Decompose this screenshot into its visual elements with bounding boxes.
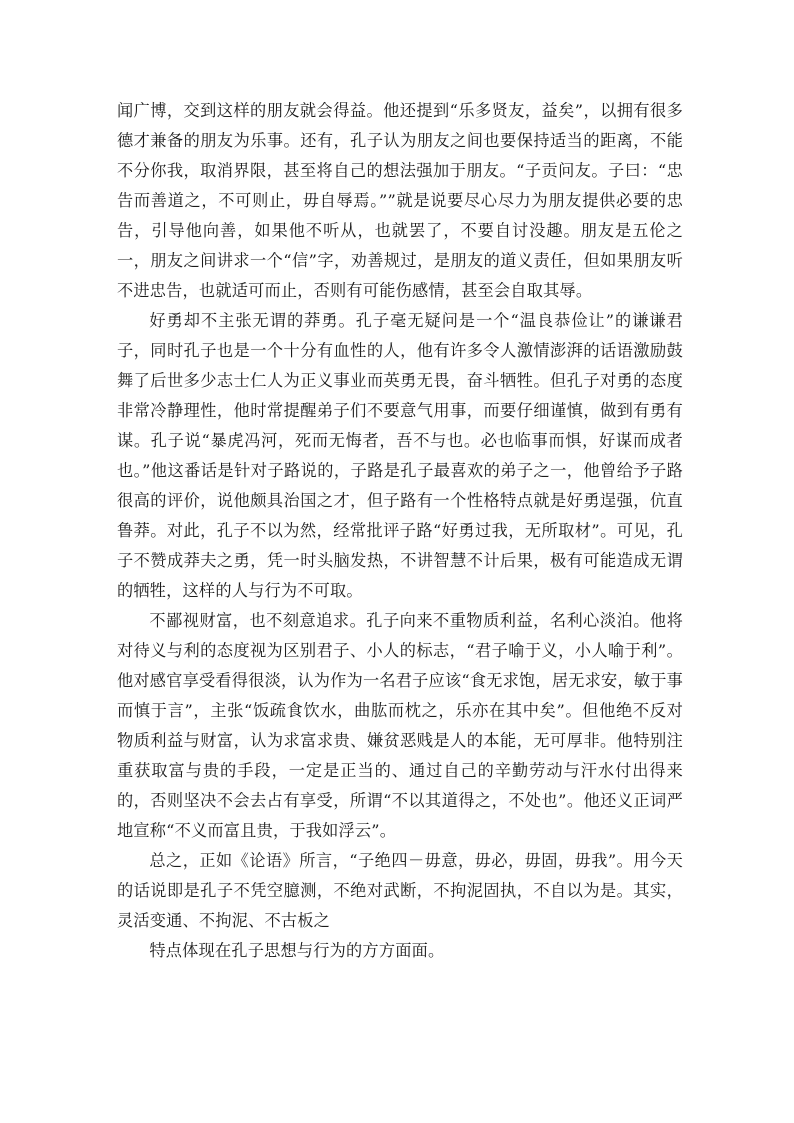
paragraph-conclusion-tail: 特点体现在孔子思想与行为的方方面面。 <box>149 941 445 960</box>
paragraph-wealth: 不鄙视财富，也不刻意追求。孔子向来不重物质利益，名利心淡泊。他将对待义与利的态度视为区别君子、小人的标志，“君子喻于义，小人喻于利”。他对感官享受看得很淡，认为作为一名君子应该“食无求饱，居无求安，敏于事而慎于言”，主张“饭疏食饮水，曲肱而枕之，乐亦在其中矣”。但他绝不反对物质利益与财富，认为求富求贵、嫌贫恶贱是人的本能，无可厚非。他特别注重获取富与贵的手段，一定是正当的、通过自己的辛勤劳动与汗水付出得来的，否则坚决不会去占有享受，所谓“不以其道得之，不处也”。他还义正词严地宣称“不义而富且贵，于我如浮云”。 <box>117 611 683 840</box>
paragraph-courage: 好勇却不主张无谓的莽勇。孔子毫无疑问是一个“温良恭俭让”的谦谦君子，同时孔子也是一个十分有血性的人，他有许多令人激情澎湃的话语激励鼓舞了后世多少志士仁人为正义事业而英勇无畏，奋斗牺牲。但孔子对勇的态度非常冷静理性，他时常提醒弟子们不要意气用事，而要仔细谨慎，做到有勇有谋。孔子说“暴虎冯河，死而无悔者，吾不与也。必也临事而惧，好谋而成者也。”他这番话是针对子路说的，子路是孔子最喜欢的弟子之一，他曾给予子路很高的评价，说他颇具治国之才，但子路有一个性格特点就是好勇逞强，伉直鲁莽。对此，孔子不以为然，经常批评子路“好勇过我，无所取材”。可见，孔子不赞成莽夫之勇，凭一时头脑发热，不讲智慧不计后果，极有可能造成无谓的牺牲，这样的人与行为不可取。 <box>117 311 683 600</box>
paragraph-friends-continuation: 闻广博，交到这样的朋友就会得益。他还提到“乐多贤友，益矣”，以拥有很多德才兼备的朋友为乐事。还有，孔子认为朋友之间也要保持适当的距离，不能不分你我，取消界限，甚至将自己的想法强加于朋友。“子贡问友。子曰：“忠告而善道之，不可则止，毋自辱焉。””就是说要尽心尽力为朋友提供必要的忠告，引导他向善，如果他不听从，也就罢了，不要自讨没趣。朋友是五伦之一，朋友之间讲求一个“信”字，劝善规过，是朋友的道义责任，但如果朋友听不进忠告，也就适可而止，否则有可能伤感情，甚至会自取其辱。 <box>117 101 683 300</box>
paragraph-conclusion: 总之，正如《论语》所言，“子绝四－毋意，毋必，毋固，毋我”。用今天的话说即是孔子不凭空臆测，不绝对武断，不拘泥固执，不自以为是。其实，灵活变通、不拘泥、不古板之 <box>117 851 683 930</box>
document-body <box>117 96 683 966</box>
